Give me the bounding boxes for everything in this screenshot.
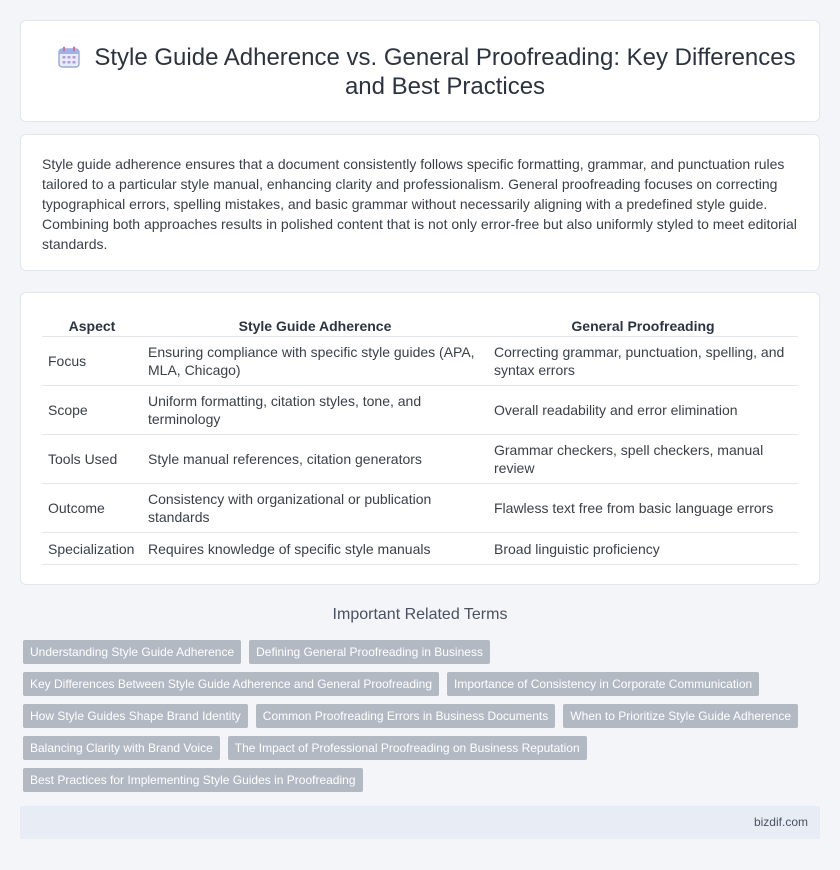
related-term-tag[interactable]: Importance of Consistency in Corporate Communication (447, 672, 759, 696)
footer (20, 806, 820, 839)
table-cell: Tools Used (42, 435, 142, 484)
table-row (42, 533, 798, 565)
table-cell: Specialization (42, 533, 142, 565)
table-header-row (42, 315, 798, 337)
tag-row (23, 640, 823, 664)
comparison-table (42, 315, 798, 565)
table-row (42, 435, 798, 484)
tag-row (23, 736, 823, 760)
table-cell: Uniform formatting, citation styles, tone, and terminology (142, 386, 488, 435)
related-term-tag[interactable]: Common Proofreading Errors in Business Documents (256, 704, 555, 728)
table-row (42, 386, 798, 435)
comparison-table-card (20, 292, 820, 585)
page-title: Style Guide Adherence vs. General Proofreading: Key Differences and Best Practices (94, 44, 796, 100)
related-terms-list (23, 640, 823, 800)
table-cell: Requires knowledge of specific style manuals (142, 533, 488, 565)
related-term-tag[interactable]: Balancing Clarity with Brand Voice (23, 736, 220, 760)
table-row (42, 484, 798, 533)
header-card (20, 20, 820, 122)
related-term-tag[interactable]: Best Practices for Implementing Style Guides in Proofreading (23, 768, 363, 792)
related-terms-title: Important Related Terms (332, 606, 508, 623)
related-term-tag[interactable]: When to Prioritize Style Guide Adherence (563, 704, 798, 728)
related-term-tag[interactable]: Understanding Style Guide Adherence (23, 640, 241, 664)
calendar-icon (57, 45, 81, 69)
table-cell: Consistency with organizational or publication standards (142, 484, 488, 533)
related-term-tag[interactable]: Key Differences Between Style Guide Adherence and General Proofreading (23, 672, 439, 696)
related-term-tag[interactable]: The Impact of Professional Proofreading on Business Reputation (228, 736, 587, 760)
table-cell: Outcome (42, 484, 142, 533)
related-term-tag[interactable]: Defining General Proofreading in Business (249, 640, 490, 664)
tag-row (23, 768, 823, 792)
related-term-tag[interactable]: How Style Guides Shape Brand Identity (23, 704, 248, 728)
table-cell: Focus (42, 337, 142, 386)
footer-brand[interactable]: bizdif.com (753, 815, 808, 829)
table-cell: Scope (42, 386, 142, 435)
table-cell: Flawless text free from basic language errors (488, 484, 798, 533)
tag-row (23, 704, 823, 728)
table-cell: Grammar checkers, spell checkers, manual review (488, 435, 798, 484)
column-header: Aspect (42, 315, 142, 337)
table-cell: Overall readability and error elimination (488, 386, 798, 435)
column-header: General Proofreading (488, 315, 798, 337)
intro-paragraph: Style guide adherence ensures that a document consistently follows specific formatting, grammar, and punctuation rules tailored to a particular style manual, enhancing clarity and professionalism. General proofreading focuses on correcting typographical errors, spelling mistakes, and basic grammar without necessarily aligning with a predefined style guide. Combining both approaches results in polished content that is not only error-free but also uniformly styled to meet editorial standards. (42, 156, 797, 252)
table-cell: Correcting grammar, punctuation, spelling, and syntax errors (488, 337, 798, 386)
intro-card (20, 134, 820, 271)
tag-row (23, 672, 823, 696)
table-cell: Ensuring compliance with specific style guides (APA, MLA, Chicago) (142, 337, 488, 386)
table-row (42, 337, 798, 386)
table-cell: Style manual references, citation generators (142, 435, 488, 484)
column-header: Style Guide Adherence (142, 315, 488, 337)
table-cell: Broad linguistic proficiency (488, 533, 798, 565)
